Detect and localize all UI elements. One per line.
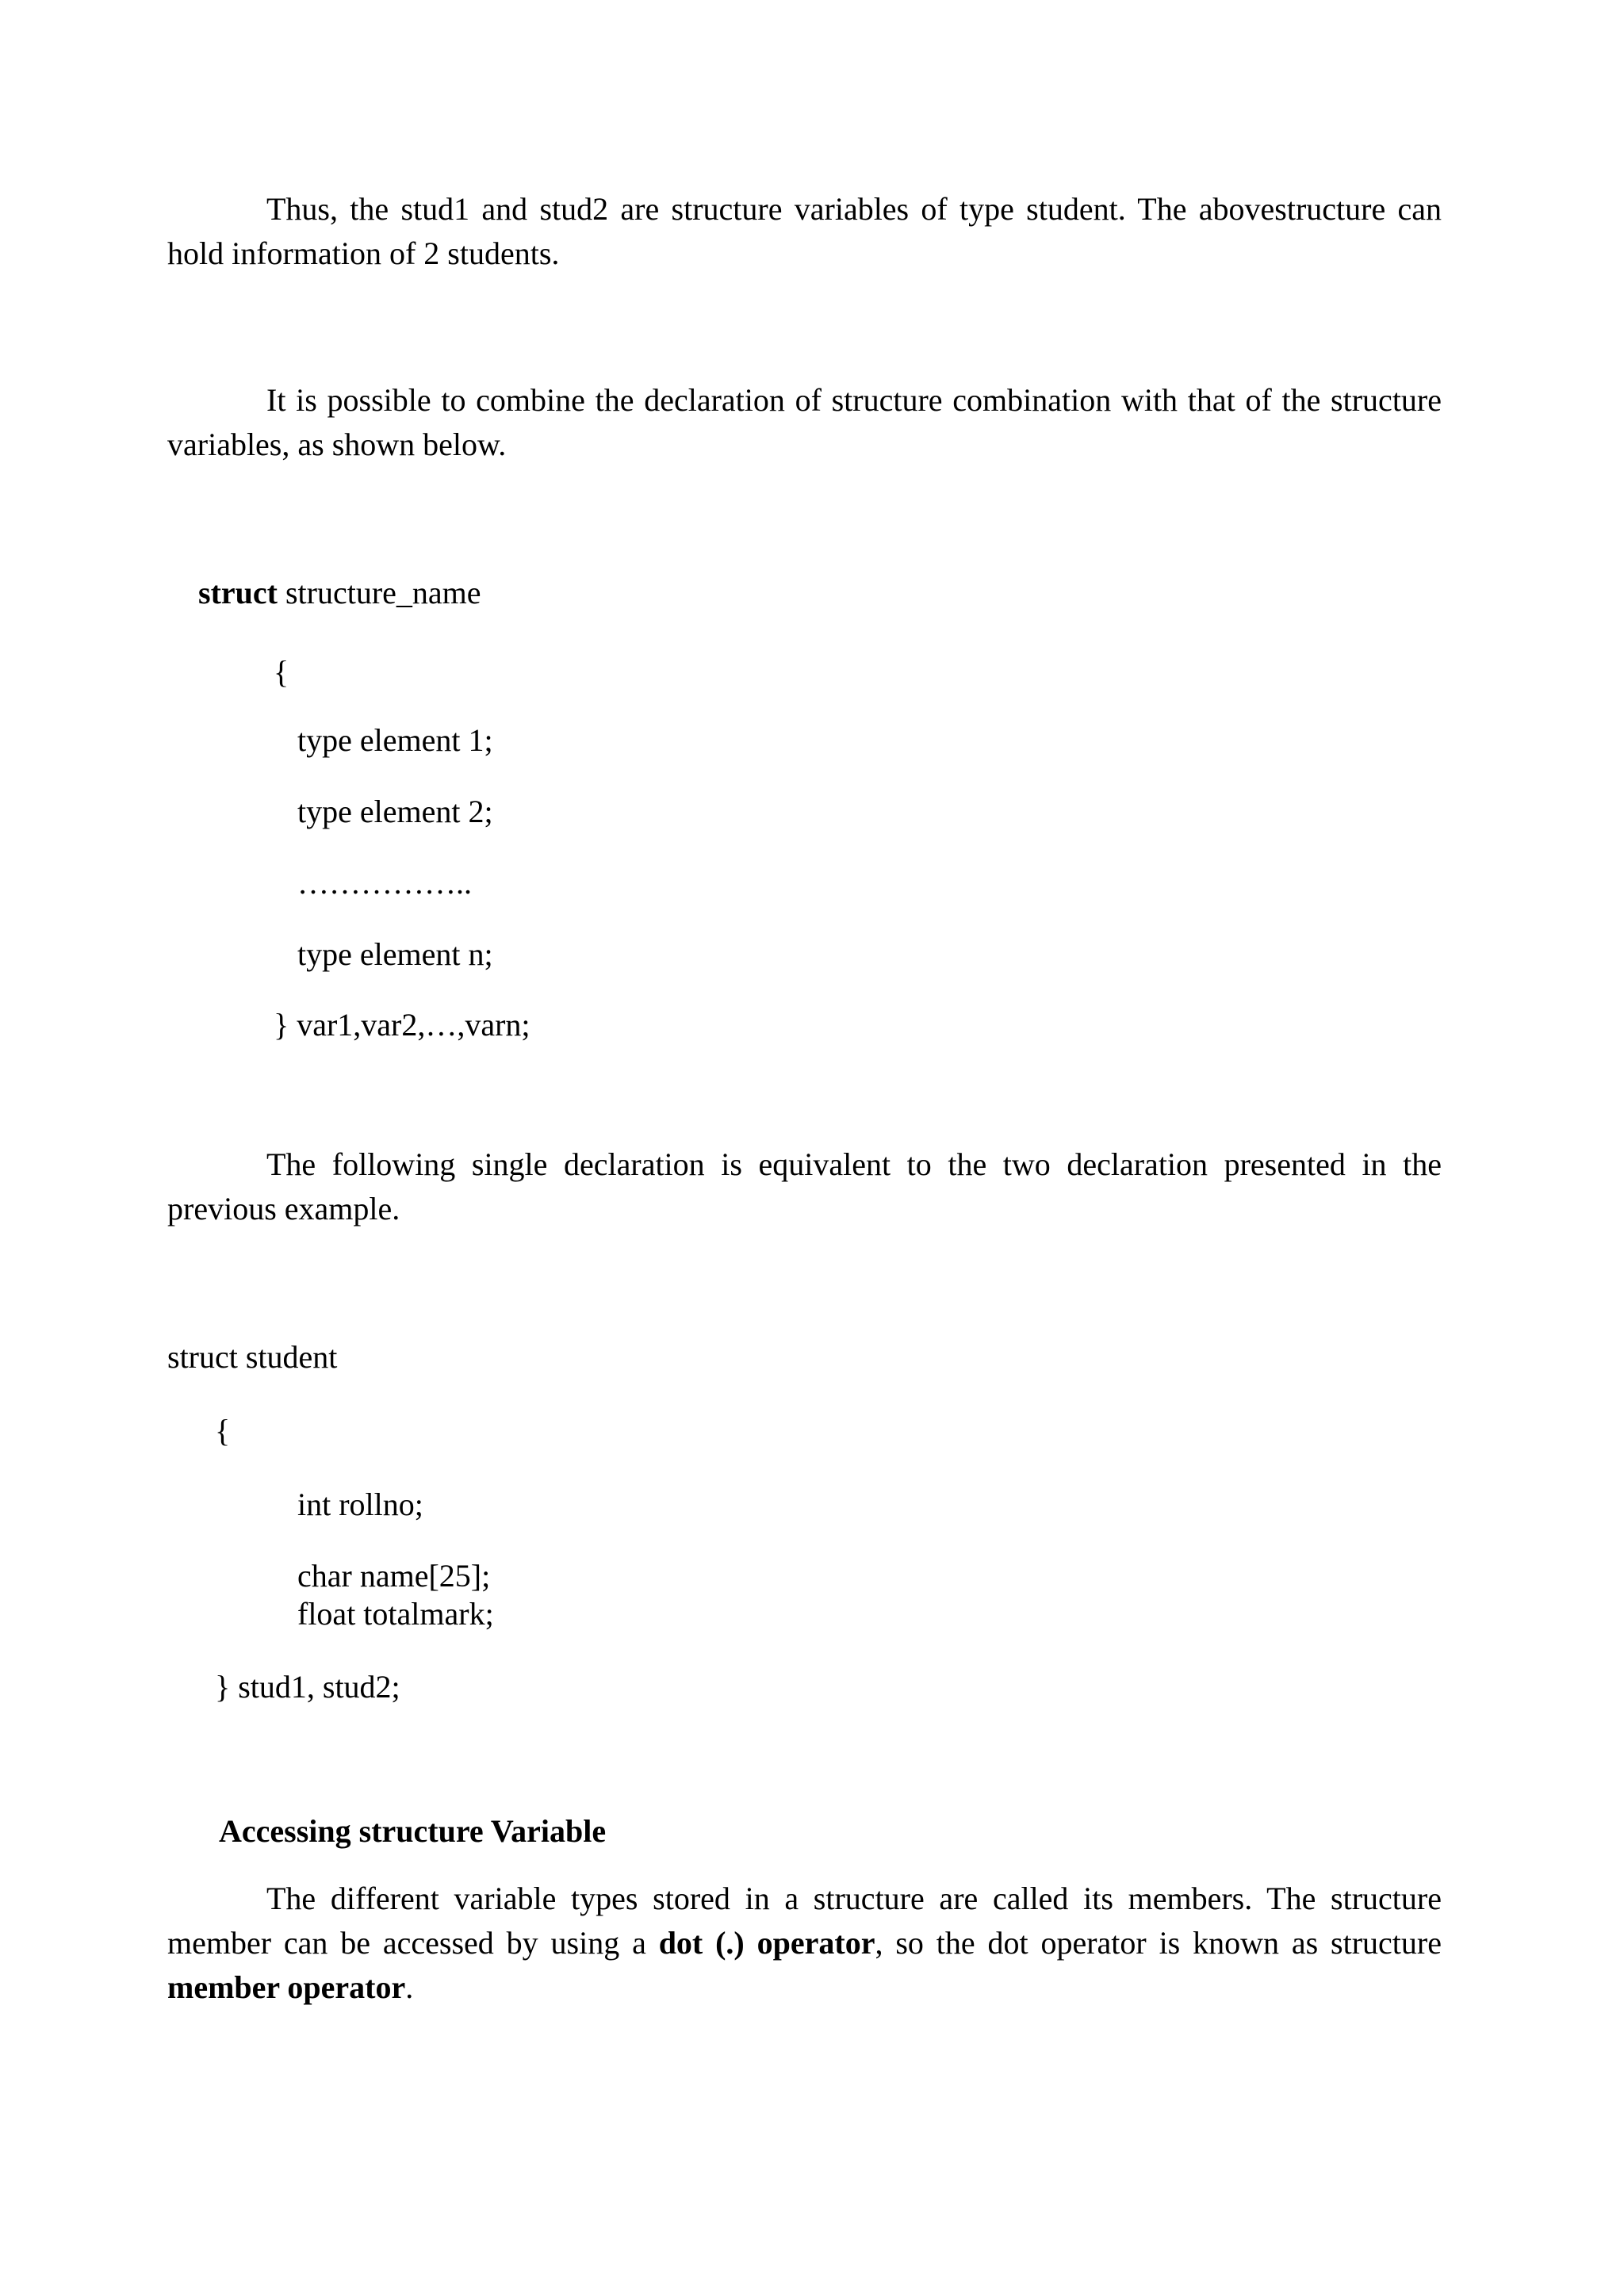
paragraph-single-declaration (167, 1142, 1442, 1231)
code-struct-header (198, 571, 481, 615)
code-element-2: type element 2; (297, 794, 493, 829)
section-heading: Accessing structure Variable (219, 1813, 607, 1849)
paragraph-text: The different variable types stored in a structure are called its members. The structure member can be accessed by using a (167, 1881, 1442, 1961)
code-student-totalmark: float totalmark; (297, 1596, 494, 1632)
paragraph-text: . (405, 1969, 414, 2005)
paragraph-text: Thus, the stud1 and stud2 are structure variables of type student. The abovestructure can hold information of 2 students. (167, 191, 1442, 271)
code-element-n: type element n; (297, 936, 493, 972)
struct-keyword: struct (198, 575, 278, 610)
code-student-name: char name[25]; (297, 1558, 491, 1594)
paragraph-accessing-members (167, 1877, 1442, 2010)
paragraph-text: It is possible to combine the declaration of structure combination with that of the structure variables, as shown below. (167, 382, 1442, 462)
code-student-close: } stud1, stud2; (215, 1669, 400, 1705)
code-ellipsis: …………….. (297, 865, 472, 901)
code-student-open-brace: { (215, 1413, 231, 1448)
paragraph-text: The following single declaration is equivalent to the two declaration presented in the previous example. (167, 1146, 1442, 1226)
bold-dot-operator: dot (.) operator (658, 1925, 875, 1961)
code-student-rollno: int rollno; (297, 1487, 423, 1522)
paragraph-text: , so the dot operator is known as structure (875, 1925, 1442, 1961)
bold-member-operator: member operator (167, 1969, 406, 2005)
code-element-1: type element 1; (297, 722, 493, 758)
code-open-brace: { (274, 654, 289, 690)
struct-name: structure_name (285, 575, 481, 610)
code-close-vars: } var1,var2,…,varn; (274, 1007, 530, 1043)
code-student-header: struct student (167, 1339, 338, 1375)
paragraph-stud-variables (167, 187, 1442, 276)
paragraph-combine-declaration (167, 378, 1442, 467)
